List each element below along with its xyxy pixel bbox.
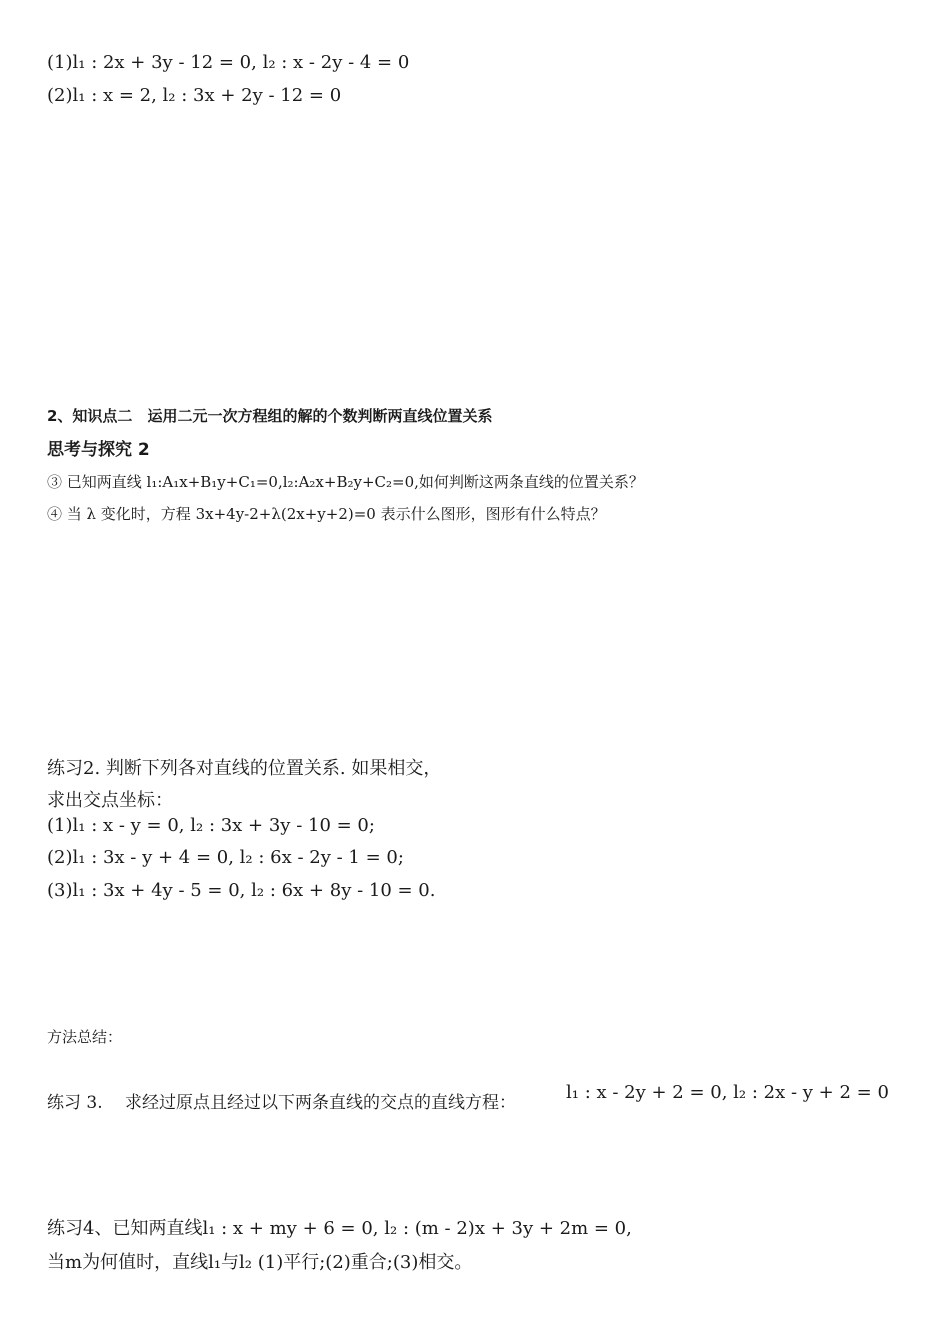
exercise-4-line-2: 当m为何值时，直线l₁与l₂ (1)平行;(2)重合;(3)相交。: [47, 1252, 473, 1273]
top-equation-2: (2)l₁ : x = 2, l₂ : 3x + 2y - 12 = 0: [47, 85, 342, 106]
exercise-4-line-1: 练习4、已知两直线l₁ : x + my + 6 = 0, l₂ : (m - 2)x + 3y + 2m = 0,: [47, 1218, 632, 1239]
exercise-3-equation: l₁ : x - 2y + 2 = 0, l₂ : 2x - y + 2 = 0: [566, 1082, 889, 1103]
method-summary: 方法总结：: [47, 1028, 123, 1046]
exercise-2-line-2: 求出交点坐标：: [47, 790, 173, 811]
exercise-2-equation-1: (1)l₁ : x - y = 0, l₂ : 3x + 3y - 10 = 0;: [47, 815, 375, 836]
exercise-3-text: 练习 3. 求经过原点且经过以下两条直线的交点的直线方程：: [47, 1093, 517, 1113]
section-heading: 2、知识点二 运用二元一次方程组的解的个数判断两直线位置关系: [47, 407, 493, 425]
think-title: 思考与探究 2: [47, 440, 150, 460]
exercise-2-equation-3: (3)l₁ : 3x + 4y - 5 = 0, l₂ : 6x + 8y - 10 = 0.: [47, 880, 436, 901]
top-equation-1: (1)l₁ : 2x + 3y - 12 = 0, l₂ : x - 2y - 4 = 0: [47, 52, 410, 73]
exercise-2-line-1: 练习2. 判断下列各对直线的位置关系. 如果相交，: [47, 758, 442, 779]
exercise-2-equation-2: (2)l₁ : 3x - y + 4 = 0, l₂ : 6x - 2y - 1 = 0;: [47, 847, 404, 868]
question-3: ③ 已知两直线 l₁:A₁x+B₁y+C₁=0,l₂:A₂x+B₂y+C₂=0,如何判断这两条直线的位置关系？: [47, 473, 644, 491]
question-4: ④ 当 λ 变化时，方程 3x+4y-2+λ(2x+y+2)=0 表示什么图形，图形有什么特点？: [47, 505, 606, 523]
